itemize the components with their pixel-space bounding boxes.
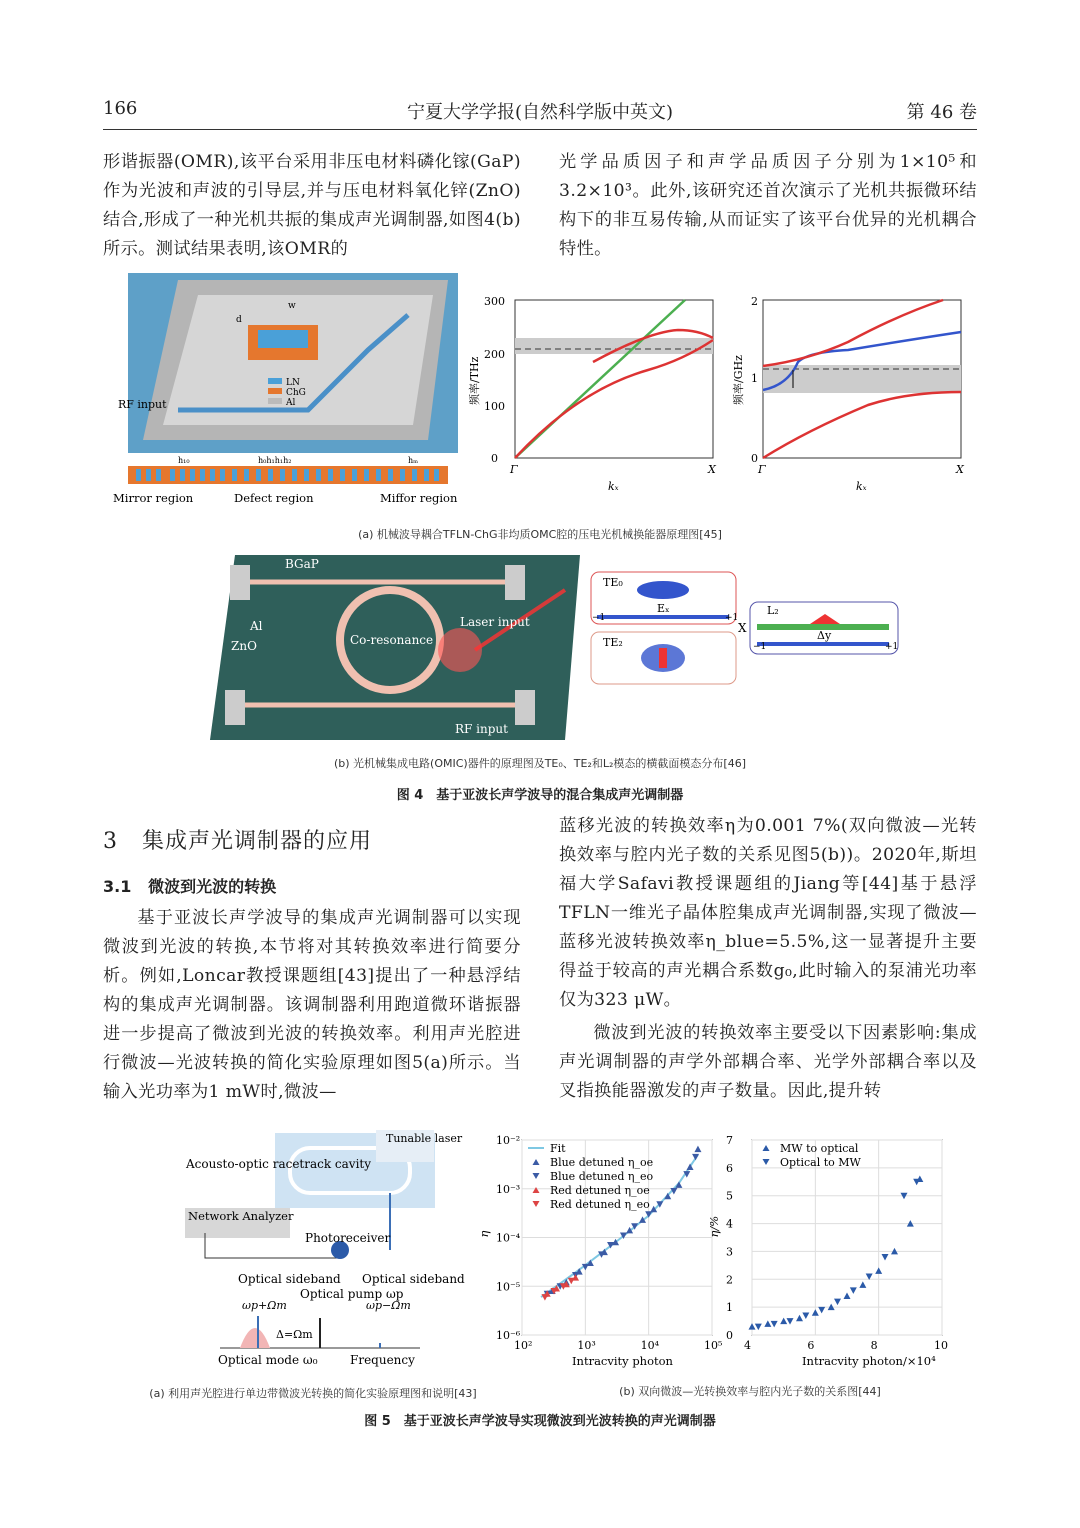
plot1-ytick: 0 xyxy=(491,452,498,465)
fig4b-pad xyxy=(230,565,250,600)
fig4a-figure xyxy=(108,270,978,510)
fig5a-frequency-label: Frequency xyxy=(350,1353,415,1367)
fig4b-pad xyxy=(505,565,525,600)
right-paragraph-1: 蓝移光波的转换效率η为0.001 7%(双向微波—光转换效率与腔内光子数的关系见图5(b))。2020年,斯坦福大学Safavi教授课题组的Jiang等[44]基于悬浮TFLN一维光子晶体腔集成声光调制器,实现了微波—蓝移光波转换效率η_blue=5.5%,这一显著提升主要得益于较高的声光耦合系数g₀,此时输入的泵浦光功率仅为323 μW。 xyxy=(559,816,977,1010)
x-tick-label: 6 xyxy=(807,1339,815,1352)
fig4a-rf-label: RF input xyxy=(118,398,167,411)
legend-marker xyxy=(763,1145,770,1151)
data-point xyxy=(913,1179,920,1186)
fig5b-caption: (b) 双向微波—光转换效率与腔内光子数的关系图[44] xyxy=(619,1385,881,1398)
fig4b-pad xyxy=(225,690,245,725)
section-title: 集成声光调制器的应用 xyxy=(141,829,372,854)
y-axis-label: η/% xyxy=(707,1215,721,1238)
l2-min-label: −1 xyxy=(753,642,767,652)
fig4b-al-label: Al xyxy=(250,619,263,633)
y-tick-label: 10⁻⁴ xyxy=(496,1231,521,1245)
right-paragraph-2: 微波到光波的转换效率主要受以下因素影响:集成声光调制器的声学外部耦合率、光学外部耦合率以及叉指换能器激发的声子数量。因此,提升转 xyxy=(559,1023,977,1101)
data-point xyxy=(568,1278,575,1285)
fig4a-hseq-label: h₀h₁h₁h₂ xyxy=(258,456,292,465)
plot2-xend: X xyxy=(956,463,964,476)
chg-legend-swatch xyxy=(268,388,282,394)
fig4b-pad xyxy=(515,690,535,725)
running-header xyxy=(103,98,977,128)
page-number: 166 xyxy=(103,98,138,119)
data-point xyxy=(694,1146,701,1153)
fig4a-band-plot-ghz xyxy=(731,295,965,493)
fig5a-figure xyxy=(180,1128,465,1373)
data-point xyxy=(812,1309,819,1316)
x-tick-label: 10² xyxy=(514,1339,533,1352)
top-left-paragraph: 形谐振器(OMR),该平台采用非压电材料磷化镓(GaP)作为光波和声波的引导层,并与压电材料氧化锌(ZnO)结合,形成了一种光机共振的集成声光调制器,如图4(b)所示。测试结果表明,该OMR的 xyxy=(103,152,522,259)
y-axis-label: η xyxy=(477,1230,491,1238)
section-number: 3 xyxy=(103,829,118,854)
fig4a-w-label: w xyxy=(288,301,296,311)
te0-min-label: −1 xyxy=(592,613,606,623)
fig5a-sideband2-label: Optical sideband xyxy=(362,1272,465,1286)
data-point xyxy=(802,1313,809,1320)
volume-label: 第 46 卷 xyxy=(906,102,977,123)
fig5-title: 图 5 基于亚波长声学波导实现微波到光波转换的声光调制器 xyxy=(364,1414,716,1429)
legend-label: Fit xyxy=(550,1142,566,1155)
l2-max-label: +1 xyxy=(885,642,899,652)
legend-marker xyxy=(533,1159,540,1165)
overlap-x-label: X xyxy=(738,621,747,635)
section-heading xyxy=(103,824,372,855)
data-point xyxy=(787,1318,794,1325)
x-axis-label: Intracvity photon/×10⁴ xyxy=(802,1354,936,1368)
x-tick-label: 10³ xyxy=(577,1339,596,1352)
data-point xyxy=(780,1318,787,1325)
plot2-xlabel: kₓ xyxy=(856,480,867,493)
y-tick-label: 0 xyxy=(726,1329,733,1342)
y-tick-label: 10⁻⁶ xyxy=(496,1329,521,1342)
plot2-ytick: 1 xyxy=(751,372,758,385)
l2-colorbar xyxy=(757,642,889,646)
fig5a-optical-mode xyxy=(240,1328,270,1348)
legend-label: Optical to MW xyxy=(780,1156,861,1169)
y-tick-label: 10⁻² xyxy=(496,1134,521,1147)
fig4b-caption: (b) 光机械集成电路(OMIC)器件的原理图及TE₀、TE₂和L₂模态的横截面模态分布[46] xyxy=(334,757,746,770)
y-tick-label: 4 xyxy=(726,1217,733,1231)
data-point xyxy=(844,1293,851,1300)
fig5a-pump-label: Optical pump ωp xyxy=(300,1287,404,1301)
fig4a-cavity-top xyxy=(258,330,308,348)
fig4a-mirror2-label: Miffor region xyxy=(380,491,458,505)
fig5a-sideband2-freq: ωp−Ωm xyxy=(366,1299,411,1312)
fig4b-bgap-label: BGaP xyxy=(285,557,319,571)
x-tick-label: 8 xyxy=(870,1339,878,1352)
subsection-heading xyxy=(103,874,276,897)
x-tick-label: 4 xyxy=(744,1339,751,1352)
legend-marker xyxy=(533,1173,540,1179)
data-point xyxy=(771,1321,778,1328)
plot2-ytick: 0 xyxy=(751,452,758,465)
y-tick-label: 6 xyxy=(726,1161,733,1175)
fig4b-figure xyxy=(205,550,905,745)
plot2-xstart: Γ xyxy=(758,463,766,476)
legend-marker xyxy=(533,1201,540,1207)
data-point xyxy=(818,1307,825,1314)
legend-label: Red detuned η_oe xyxy=(550,1184,650,1197)
te2-label: TE₂ xyxy=(603,636,623,649)
plot1-frame xyxy=(515,300,713,458)
te0-mode-profile xyxy=(637,581,689,599)
fig4a-h10-label: h₁₀ xyxy=(178,456,190,465)
fig4a-d-label: d xyxy=(236,315,242,325)
data-point xyxy=(764,1320,771,1327)
y-tick-label: 1 xyxy=(726,1301,733,1315)
plot1-xend: X xyxy=(708,463,716,476)
subsection-number: 3.1 xyxy=(103,877,132,896)
x-axis-label: Intracvity photon xyxy=(572,1354,673,1368)
y-tick-label: 2 xyxy=(726,1273,733,1287)
journal-name: 宁夏大学学报(自然科学版中英文) xyxy=(406,102,674,123)
plot1-red-band-lower xyxy=(515,340,713,458)
x-tick-label: 10 xyxy=(934,1339,948,1352)
data-point xyxy=(541,1294,548,1301)
fig4b-coresonance-label: Co-resonance xyxy=(350,633,434,647)
data-point xyxy=(692,1154,699,1161)
data-point xyxy=(882,1254,889,1261)
te0-label: TE₀ xyxy=(603,576,623,589)
header-rule xyxy=(103,129,977,130)
fig5a-caption: (a) 利用声光腔进行单边带微波光转换的简化实验原理图和说明[43] xyxy=(149,1387,477,1400)
y-tick-label: 7 xyxy=(726,1134,733,1147)
fig4b-zno-label: ZnO xyxy=(231,639,257,653)
fig4b-rf-label: RF input xyxy=(455,722,508,736)
te0-colorbar xyxy=(597,615,729,619)
plot1-ytick: 200 xyxy=(484,348,505,361)
al-legend-swatch xyxy=(268,398,282,404)
x-tick-label: 10⁵ xyxy=(704,1339,723,1352)
data-point xyxy=(859,1281,866,1288)
dy-label: Δy xyxy=(817,629,832,642)
plot2-ylabel: 频率/GHz xyxy=(732,355,745,405)
legend-label: Red detuned η_eo xyxy=(550,1198,650,1211)
fig4b-laser-label: Laser input xyxy=(460,615,530,629)
fig5a-mode-label: Optical mode ω₀ xyxy=(218,1353,318,1367)
ex-label: Eₓ xyxy=(657,602,670,615)
plot2-red-band-lower xyxy=(763,392,961,458)
left-body-paragraph: 基于亚波长声学波导的集成声光调制器可以实现微波到光波的转换,本节将对其转换效率进行简要分析。例如,Loncar教授课题组[43]提出了一种悬浮结构的集成声光调制器。该调制器利用跑道微环谐振器进一步提高了微波到光波的转换效率。利用声光腔进行微波—光波转换的简化实验原理如图5(a)所示。当输入光功率为1 mW时,微波— xyxy=(103,908,521,1102)
fig5a-sideband1-freq: ωp+Ωm xyxy=(242,1299,287,1312)
plot1-ylabel: 频率/THz xyxy=(468,356,481,405)
y-tick-label: 10⁻⁵ xyxy=(496,1280,521,1294)
data-point xyxy=(850,1287,857,1294)
legend-marker xyxy=(763,1159,770,1165)
al-legend-label: Al xyxy=(286,398,296,408)
data-point xyxy=(755,1324,762,1331)
fig5a-na-label: Network Analyzer xyxy=(188,1209,294,1223)
y-tick-label: 3 xyxy=(726,1245,733,1259)
fig4a-hm-label: hₘ xyxy=(408,456,419,465)
fig5a-cavity-label: Acousto-optic racetrack cavity xyxy=(186,1157,372,1171)
fig4-title: 图 4 基于亚波长声学波导的混合集成声光调制器 xyxy=(396,788,684,803)
fig4a-mirror-label: Mirror region xyxy=(113,491,194,505)
plot1-ytick: 300 xyxy=(484,295,505,308)
right-body-column xyxy=(559,812,977,1106)
y-tick-label: 10⁻³ xyxy=(496,1182,521,1196)
ln-legend-swatch xyxy=(268,378,282,384)
fig5a-delta-label: Δ=Ωm xyxy=(276,1328,313,1341)
fig5a-sideband1-label: Optical sideband xyxy=(238,1272,341,1286)
chg-legend-label: ChG xyxy=(286,388,306,398)
te2-mode-center xyxy=(659,648,667,668)
fig5b-log-chart xyxy=(470,1128,730,1373)
legend-marker xyxy=(533,1187,540,1193)
legend-label: MW to optical xyxy=(780,1142,859,1155)
plot1-ytick: 100 xyxy=(484,400,505,413)
fig4a-caption: (a) 机械波导耦合TFLN-ChG非均质OMC腔的压电光机械换能器原理图[45] xyxy=(358,528,722,541)
y-tick-label: 5 xyxy=(726,1189,733,1203)
subsection-title: 微波到光波的转换 xyxy=(148,877,277,896)
chart-frame xyxy=(752,1140,942,1335)
data-point xyxy=(834,1299,841,1306)
fig5a-pr-label: Photoreceiver xyxy=(305,1231,391,1245)
data-point xyxy=(796,1315,803,1322)
plot2-red-band-upper xyxy=(763,300,943,366)
ln-legend-label: LN xyxy=(286,378,300,388)
data-point xyxy=(875,1267,882,1274)
top-right-paragraph: 光学品质因子和声学品质因子分别为1×10⁵和3.2×10³。此外,该研究还首次演示了光机共振微环结构下的非互易传输,从而证实了该平台优异的光机耦合特性。 xyxy=(559,152,977,259)
fig4a-defect-label: Defect region xyxy=(234,491,314,505)
x-tick-label: 10⁴ xyxy=(640,1339,660,1352)
legend-label: Blue detuned η_eo xyxy=(550,1170,654,1183)
plot1-xlabel: kₓ xyxy=(608,480,619,493)
plot1-xstart: Γ xyxy=(510,463,518,476)
fig5a-laser-label: Tunable laser xyxy=(386,1132,463,1145)
te0-max-label: +1 xyxy=(725,613,739,623)
l2-label: L₂ xyxy=(767,604,779,617)
legend-label: Blue detuned η_oe xyxy=(550,1156,654,1169)
plot2-ytick: 2 xyxy=(751,295,758,308)
fig4a-band-plot-thz xyxy=(467,295,717,493)
data-point xyxy=(749,1323,756,1330)
